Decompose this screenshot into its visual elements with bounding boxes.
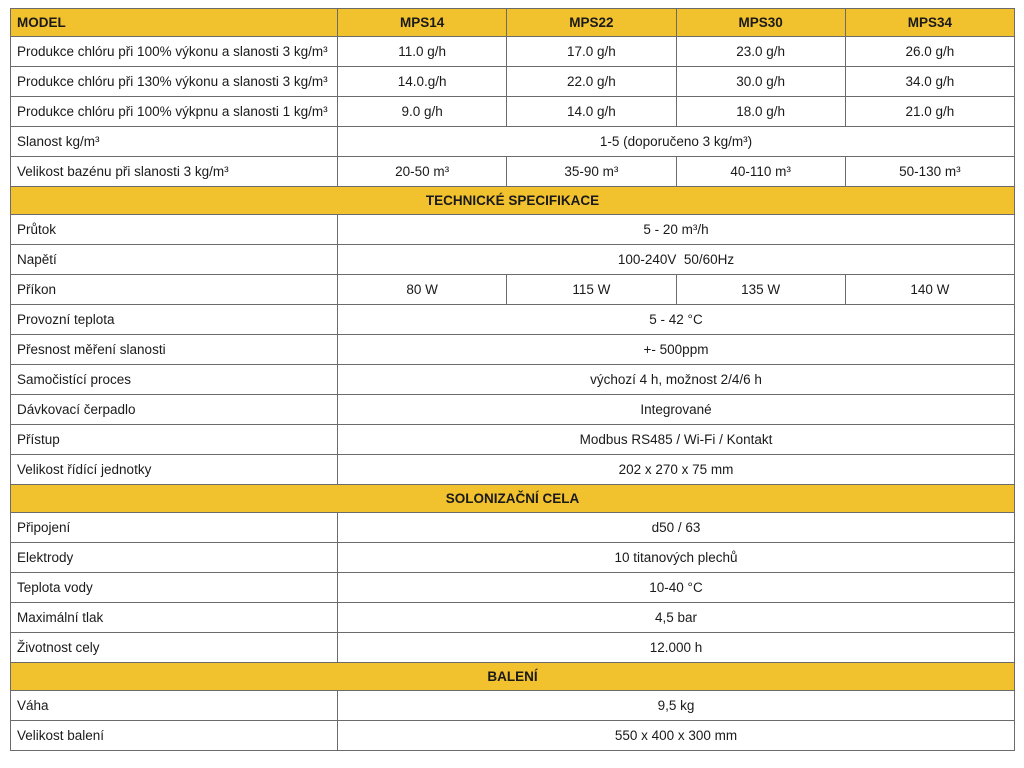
cell-value: 9.0 g/h: [338, 97, 507, 127]
cell-value: d50 / 63: [338, 513, 1015, 543]
section-title: BALENÍ: [11, 663, 1015, 691]
cell-value: 11.0 g/h: [338, 37, 507, 67]
table-row-salinity-accuracy: [11, 335, 1015, 365]
table-row-pool-size: [11, 157, 1015, 187]
row-label: Provozní teplota: [11, 305, 338, 335]
table-row-power: [11, 275, 1015, 305]
cell-value: 9,5 kg: [338, 691, 1015, 721]
cell-value: 40-110 m³: [676, 157, 845, 187]
cell-value: 4,5 bar: [338, 603, 1015, 633]
table-row-package-size: [11, 721, 1015, 751]
cell-value: 26.0 g/h: [845, 37, 1014, 67]
table-row-water-temp: [11, 573, 1015, 603]
table-row-chlorine-100-1: [11, 97, 1015, 127]
row-label: Velikost bazénu při slanosti 3 kg/m³: [11, 157, 338, 187]
model-mps14-header: MPS14: [338, 9, 507, 37]
spec-table: [10, 8, 1015, 751]
row-label: Velikost řídící jednotky: [11, 455, 338, 485]
cell-value: 115 W: [507, 275, 676, 305]
cell-value: 135 W: [676, 275, 845, 305]
cell-value: 22.0 g/h: [507, 67, 676, 97]
row-label: Připojení: [11, 513, 338, 543]
cell-value: 5 - 42 °C: [338, 305, 1015, 335]
cell-value: 12.000 h: [338, 633, 1015, 663]
cell-value: 14.0 g/h: [507, 97, 676, 127]
section-title: TECHNICKÉ SPECIFIKACE: [11, 187, 1015, 215]
row-label: Dávkovací čerpadlo: [11, 395, 338, 425]
cell-value: 14.0.g/h: [338, 67, 507, 97]
cell-value: 35-90 m³: [507, 157, 676, 187]
model-mps34-header: MPS34: [845, 9, 1014, 37]
table-row-control-unit-size: [11, 455, 1015, 485]
row-label: Maximální tlak: [11, 603, 338, 633]
cell-value: 140 W: [845, 275, 1014, 305]
cell-value: 23.0 g/h: [676, 37, 845, 67]
cell-value: 10-40 °C: [338, 573, 1015, 603]
table-header-row: [11, 9, 1015, 37]
cell-value: 50-130 m³: [845, 157, 1014, 187]
table-row-max-pressure: [11, 603, 1015, 633]
section-header-technical: [11, 187, 1015, 215]
cell-value: 100-240V 50/60Hz: [338, 245, 1015, 275]
row-label: Příkon: [11, 275, 338, 305]
table-row-weight: [11, 691, 1015, 721]
cell-value: 20-50 m³: [338, 157, 507, 187]
cell-value: 18.0 g/h: [676, 97, 845, 127]
table-row-chlorine-130-3: [11, 67, 1015, 97]
cell-value: +- 500ppm: [338, 335, 1015, 365]
section-header-packaging: [11, 663, 1015, 691]
cell-value: 10 titanových plechů: [338, 543, 1015, 573]
cell-value: 21.0 g/h: [845, 97, 1014, 127]
cell-value: 30.0 g/h: [676, 67, 845, 97]
row-label: Přesnost měření slanosti: [11, 335, 338, 365]
cell-value: výchozí 4 h, možnost 2/4/6 h: [338, 365, 1015, 395]
cell-value: 1-5 (doporučeno 3 kg/m³): [338, 127, 1015, 157]
cell-value: Integrované: [338, 395, 1015, 425]
row-label: Samočistící proces: [11, 365, 338, 395]
cell-value: 80 W: [338, 275, 507, 305]
row-label: Přístup: [11, 425, 338, 455]
cell-value: Modbus RS485 / Wi-Fi / Kontakt: [338, 425, 1015, 455]
row-label: Váha: [11, 691, 338, 721]
row-label: Produkce chlóru při 130% výkonu a slanosti 3 kg/m³: [11, 67, 338, 97]
table-row-electrodes: [11, 543, 1015, 573]
section-header-cell: [11, 485, 1015, 513]
model-mps22-header: MPS22: [507, 9, 676, 37]
row-label: Napětí: [11, 245, 338, 275]
table-row-cell-life: [11, 633, 1015, 663]
row-label: Produkce chlóru při 100% výkpnu a slanosti 1 kg/m³: [11, 97, 338, 127]
cell-value: 34.0 g/h: [845, 67, 1014, 97]
row-label: Průtok: [11, 215, 338, 245]
row-label: Teplota vody: [11, 573, 338, 603]
model-header: MODEL: [11, 9, 338, 37]
cell-value: 202 x 270 x 75 mm: [338, 455, 1015, 485]
cell-value: 17.0 g/h: [507, 37, 676, 67]
table-row-salinity: [11, 127, 1015, 157]
table-row-operating-temp: [11, 305, 1015, 335]
model-mps30-header: MPS30: [676, 9, 845, 37]
section-title: SOLONIZAČNÍ CELA: [11, 485, 1015, 513]
row-label: Velikost balení: [11, 721, 338, 751]
table-row-access: [11, 425, 1015, 455]
row-label: Elektrody: [11, 543, 338, 573]
table-row-self-cleaning: [11, 365, 1015, 395]
row-label: Slanost kg/m³: [11, 127, 338, 157]
table-row-chlorine-100-3: [11, 37, 1015, 67]
cell-value: 550 x 400 x 300 mm: [338, 721, 1015, 751]
table-row-dosing-pump: [11, 395, 1015, 425]
cell-value: 5 - 20 m³/h: [338, 215, 1015, 245]
table-row-flow: [11, 215, 1015, 245]
row-label: Životnost cely: [11, 633, 338, 663]
row-label: Produkce chlóru při 100% výkonu a slanosti 3 kg/m³: [11, 37, 338, 67]
table-row-connection: [11, 513, 1015, 543]
table-row-voltage: [11, 245, 1015, 275]
